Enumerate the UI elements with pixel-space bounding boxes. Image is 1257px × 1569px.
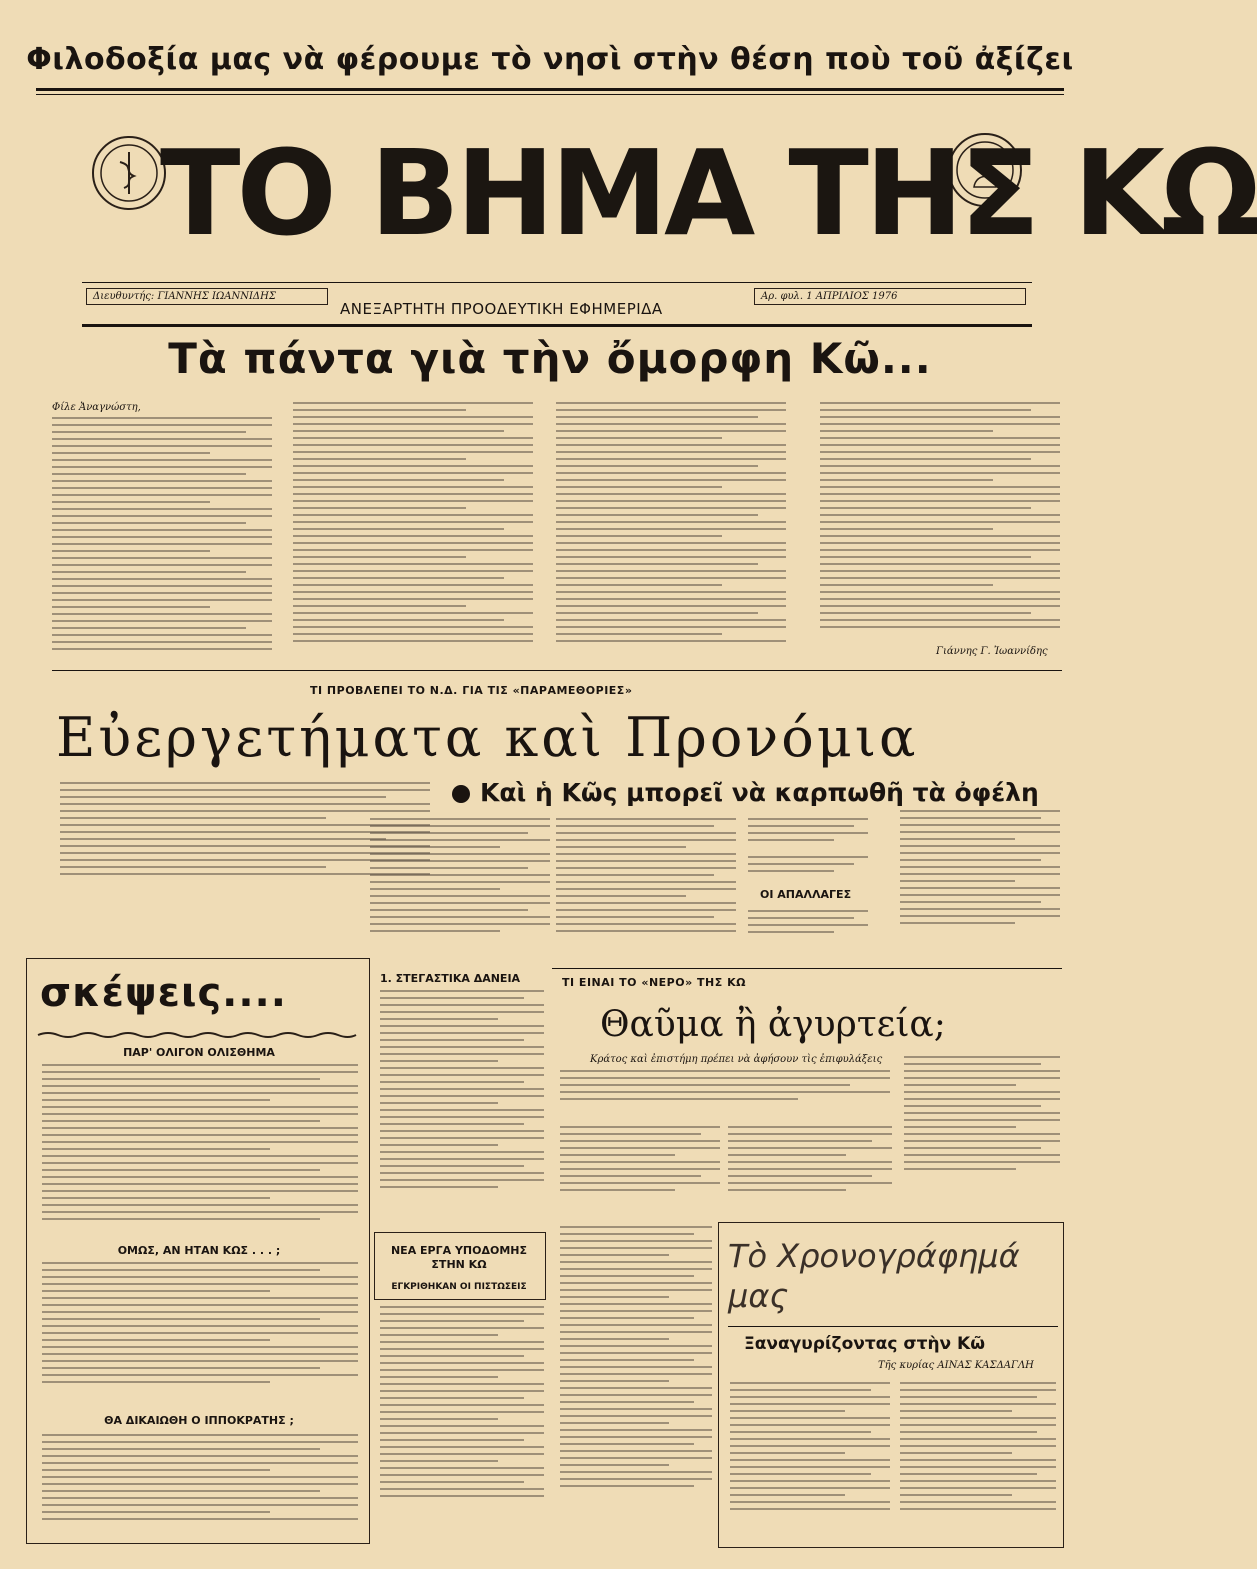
motto-rule-thin [36, 94, 1064, 95]
lead-bottom-rule [52, 670, 1062, 671]
lead-salutation: Φίλε Ἀναγνώστη, [52, 402, 141, 413]
water-kicker: ΤΙ ΕΙΝΑΙ ΤΟ «ΝΕΡΟ» ΤΗΣ ΚΩ [562, 976, 746, 989]
section-daneia: 1. ΣΤΕΓΑΣΤΙΚΑ ΔΑΝΕΙΑ [380, 972, 521, 985]
benefits-deck-text: Καὶ ἡ Κῶς μπορεῖ νὰ καρπωθῆ τὰ ὀφέλη [480, 778, 1039, 807]
new-works-text [380, 1306, 544, 1532]
water-deck: Κράτος καὶ ἐπιστήμη πρέπει νὰ ἀφήσουν τὶς ἐπιφυλάξεις [590, 1054, 883, 1065]
water-column-3 [904, 1056, 1060, 1206]
chronicle-column-1 [730, 1382, 890, 1538]
chronicle-title: Τὸ Χρονογράφημά μας [728, 1237, 1020, 1315]
skepseis-text-1 [42, 1064, 358, 1234]
water-column-1a [560, 1126, 720, 1214]
lead-column-4 [820, 402, 1060, 646]
benefits-column-4c [748, 910, 868, 950]
water-headline: Θαῦμα ἢ ἀγυρτεία; [600, 1004, 946, 1045]
skepseis-title: σκέψεις.... [40, 970, 287, 1016]
lead-signature: Γιάννης Γ. Ἰωαννίδης [936, 646, 1048, 657]
water-intro [560, 1070, 890, 1110]
benefits-kicker: ΤΙ ΠΡΟΒΛΕΠΕΙ ΤΟ Ν.Δ. ΓΙΑ ΤΙΣ «ΠΑΡΑΜΕΘΟΡΙΕΣ» [310, 684, 633, 697]
skepseis-text-3 [42, 1434, 358, 1534]
benefits-column-4b [748, 856, 868, 884]
skepseis-subhead-2: ΟΜΩΣ, ΑΝ ΗΤΑΝ ΚΩΣ . . . ; [117, 1244, 281, 1257]
water-column-2a [728, 1126, 892, 1214]
benefits-deck [452, 778, 1039, 807]
lead-column-1 [52, 402, 272, 664]
benefits-headline: Εὐεργετήματα καὶ Προνόμια [56, 706, 919, 769]
water-column-1b [560, 1226, 712, 1532]
chronicle-column-2 [900, 1382, 1056, 1538]
benefits-column-4a [748, 818, 868, 858]
benefits-column-3 [556, 818, 736, 958]
new-works-sub: ΕΓΚΡΙΘΗΚΑΝ ΟΙ ΠΙΣΤΩΣΕΙΣ [391, 1282, 527, 1292]
chronicle-rule [728, 1326, 1058, 1327]
skepseis-ornament [38, 1024, 356, 1032]
water-top-rule [552, 968, 1062, 969]
lead-headline: Τὰ πάντα γιὰ τὴν ὄμορφη Κῶ... [168, 334, 932, 383]
skepseis-subhead-3: ΘΑ ΔΙΚΑΙΩΘΗ Ο ΙΠΠΟΚΡΑΤΗΣ ; [104, 1414, 294, 1427]
masthead-subtitle: ΑΝΕΞΑΡΤΗΤΗ ΠΡΟΟΔΕΥΤΙΚΗ ΕΦΗΜΕΡΙΔΑ [340, 300, 663, 318]
benefits-column-5 [900, 810, 1060, 958]
benefits-column-2 [370, 818, 550, 958]
chronicle-byline: Τῆς κυρίας ΑΙΝΑΣ ΚΑΣΔΑΓΛΗ [878, 1360, 1034, 1371]
masthead-title: ΤΟ ΒΗΜΑ ΤΗΣ ΚΩ [160, 124, 1257, 262]
bullet-icon [452, 785, 470, 803]
skepseis-text-2 [42, 1262, 358, 1402]
motto-rule [36, 88, 1064, 91]
lead-column-2 [293, 402, 533, 664]
chronicle-headline: Ξαναγυρίζοντας στὴν Κῶ [744, 1334, 985, 1354]
daneia-text [380, 990, 544, 1220]
issue-label: Αρ. φυλ. 1 ΑΠΡΙΛΙΟΣ 1976 [754, 288, 1026, 305]
motto: Φιλοδοξία μας νὰ φέρουμε τὸ νησὶ στὴν θέση ποὺ τοῦ ἀξίζει [26, 42, 1074, 77]
lead-column-3 [556, 402, 786, 664]
skepseis-subhead-1: ΠΑΡ' ΟΛΙΓΟΝ ΟΛΙΣΘΗΜΑ [123, 1046, 275, 1059]
left-seal-icon [92, 136, 166, 210]
section-allages: ΟΙ ΑΠΑΛΛΑΓΕΣ [760, 888, 852, 901]
masthead-rule-top [82, 282, 1032, 283]
new-works-title: ΝΕΑ ΕΡΓΑ ΥΠΟΔΟΜΗΣ ΣΤΗΝ ΚΩ [390, 1244, 528, 1271]
masthead-rule-bottom [82, 324, 1032, 327]
director-label: Διευθυντής: ΓΙΑΝΝΗΣ ΙΩΑΝΝΙΔΗΣ [86, 288, 328, 305]
